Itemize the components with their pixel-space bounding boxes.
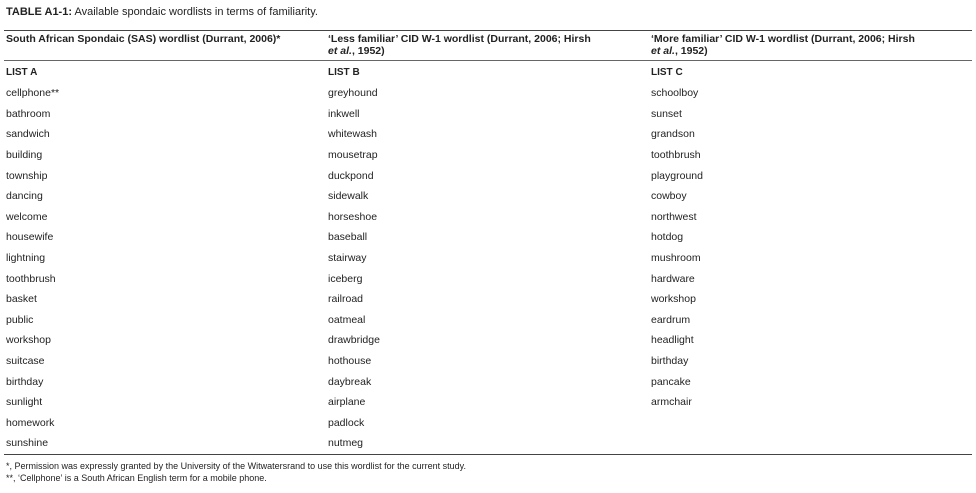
list-label-c: LIST C xyxy=(651,66,683,78)
table-cell: inkwell xyxy=(328,107,360,120)
table-cell: township xyxy=(6,169,48,182)
footnote-2: **, ‘Cellphone’ is a South African English term for a mobile phone. xyxy=(6,473,267,483)
table-row xyxy=(4,104,972,125)
table-cell: cowboy xyxy=(651,190,687,203)
table-cell: homework xyxy=(6,416,55,429)
table-caption xyxy=(6,6,318,18)
table-cell: whitewash xyxy=(328,128,378,141)
table-cell: duckpond xyxy=(328,169,374,182)
table-cell xyxy=(649,413,972,434)
table-cell: playground xyxy=(651,169,703,182)
table-cell: welcome xyxy=(6,210,48,223)
table-cell: daybreak xyxy=(328,375,372,388)
table-row xyxy=(4,186,972,207)
table-cell: sunshine xyxy=(4,433,326,454)
table-cell: grandson xyxy=(651,128,695,141)
table-row xyxy=(4,268,972,289)
table-row xyxy=(4,227,972,248)
list-label-b: LIST B xyxy=(328,66,360,78)
footnotes xyxy=(6,460,466,484)
table-cell: pancake xyxy=(651,375,691,388)
table-cell: birthday xyxy=(6,375,44,388)
column-header-less-familiar: ‘Less familiar’ CID W-1 wordlist (Durrant, 2006; Hirsh et al., 1952) xyxy=(326,31,649,61)
table-row xyxy=(4,351,972,372)
table-cell: armchair xyxy=(651,396,692,409)
table-cell: mousetrap xyxy=(328,149,378,162)
table-row xyxy=(4,392,972,413)
table-cell: iceberg xyxy=(328,272,363,285)
table-cell: horseshoe xyxy=(328,210,378,223)
table-cell: bathroom xyxy=(6,107,51,120)
table-cell: lightning xyxy=(6,252,46,265)
table-cell: workshop xyxy=(6,334,51,347)
table-cell: workshop xyxy=(651,293,696,306)
table-cell: birthday xyxy=(651,355,689,368)
table-cell: cellphone** xyxy=(6,87,60,100)
table-row xyxy=(4,248,972,269)
table-cell: toothbrush xyxy=(6,272,56,285)
table-cell: railroad xyxy=(328,293,364,306)
wordlist-table xyxy=(4,30,972,455)
table-row xyxy=(4,289,972,310)
table-cell: headlight xyxy=(651,334,694,347)
table-cell: padlock xyxy=(328,416,365,429)
table-row xyxy=(4,330,972,351)
table-cell: drawbridge xyxy=(328,334,380,347)
column-header-sas: South African Spondaic (SAS) wordlist (Durrant, 2006)* xyxy=(4,31,326,61)
table-caption-label: TABLE A1-1: xyxy=(6,6,72,18)
list-label-row xyxy=(4,61,972,84)
table-cell: hothouse xyxy=(328,355,372,368)
table-cell: greyhound xyxy=(328,87,378,100)
table-row xyxy=(4,165,972,186)
table-cell: basket xyxy=(6,293,37,306)
table-cell: baseball xyxy=(328,231,368,244)
table-cell: schoolboy xyxy=(651,87,699,100)
table-cell: hotdog xyxy=(651,231,684,244)
table-cell: northwest xyxy=(651,210,697,223)
list-label-a: LIST A xyxy=(6,66,38,78)
table-cell: sidewalk xyxy=(328,190,369,203)
table-cell: stairway xyxy=(328,252,367,265)
table-cell: housewife xyxy=(6,231,54,244)
table-row xyxy=(4,83,972,104)
table-cell: oatmeal xyxy=(328,313,366,326)
table-cell: public xyxy=(6,313,34,326)
table-cell: eardrum xyxy=(651,313,691,326)
table-cell: nutmeg xyxy=(326,433,649,454)
table-cell: suitcase xyxy=(6,355,45,368)
table-caption-text: Available spondaic wordlists in terms of familiarity. xyxy=(72,6,318,18)
table-row xyxy=(4,124,972,145)
footnote-1: *, Permission was expressly granted by the University of the Witwatersrand to use this wordlist for the current study. xyxy=(6,461,467,471)
table-header xyxy=(4,31,972,61)
table-cell: sunset xyxy=(651,107,682,120)
table-row xyxy=(4,207,972,228)
table-cell: mushroom xyxy=(651,252,701,265)
table-body xyxy=(4,61,972,455)
table-row xyxy=(4,310,972,331)
table-row xyxy=(4,433,972,454)
table-cell xyxy=(649,433,972,454)
table-cell: dancing xyxy=(6,190,43,203)
table-cell: hardware xyxy=(651,272,695,285)
table-cell: airplane xyxy=(328,396,366,409)
table-cell: sunlight xyxy=(6,396,43,409)
column-header-more-familiar: ‘More familiar’ CID W-1 wordlist (Durrant, 2006; Hirsh et al., 1952) xyxy=(649,31,972,61)
table-cell: toothbrush xyxy=(651,149,701,162)
table-row xyxy=(4,413,972,434)
table-row xyxy=(4,145,972,166)
table-cell: building xyxy=(6,149,43,162)
table-cell: sandwich xyxy=(6,128,50,141)
table-row xyxy=(4,371,972,392)
